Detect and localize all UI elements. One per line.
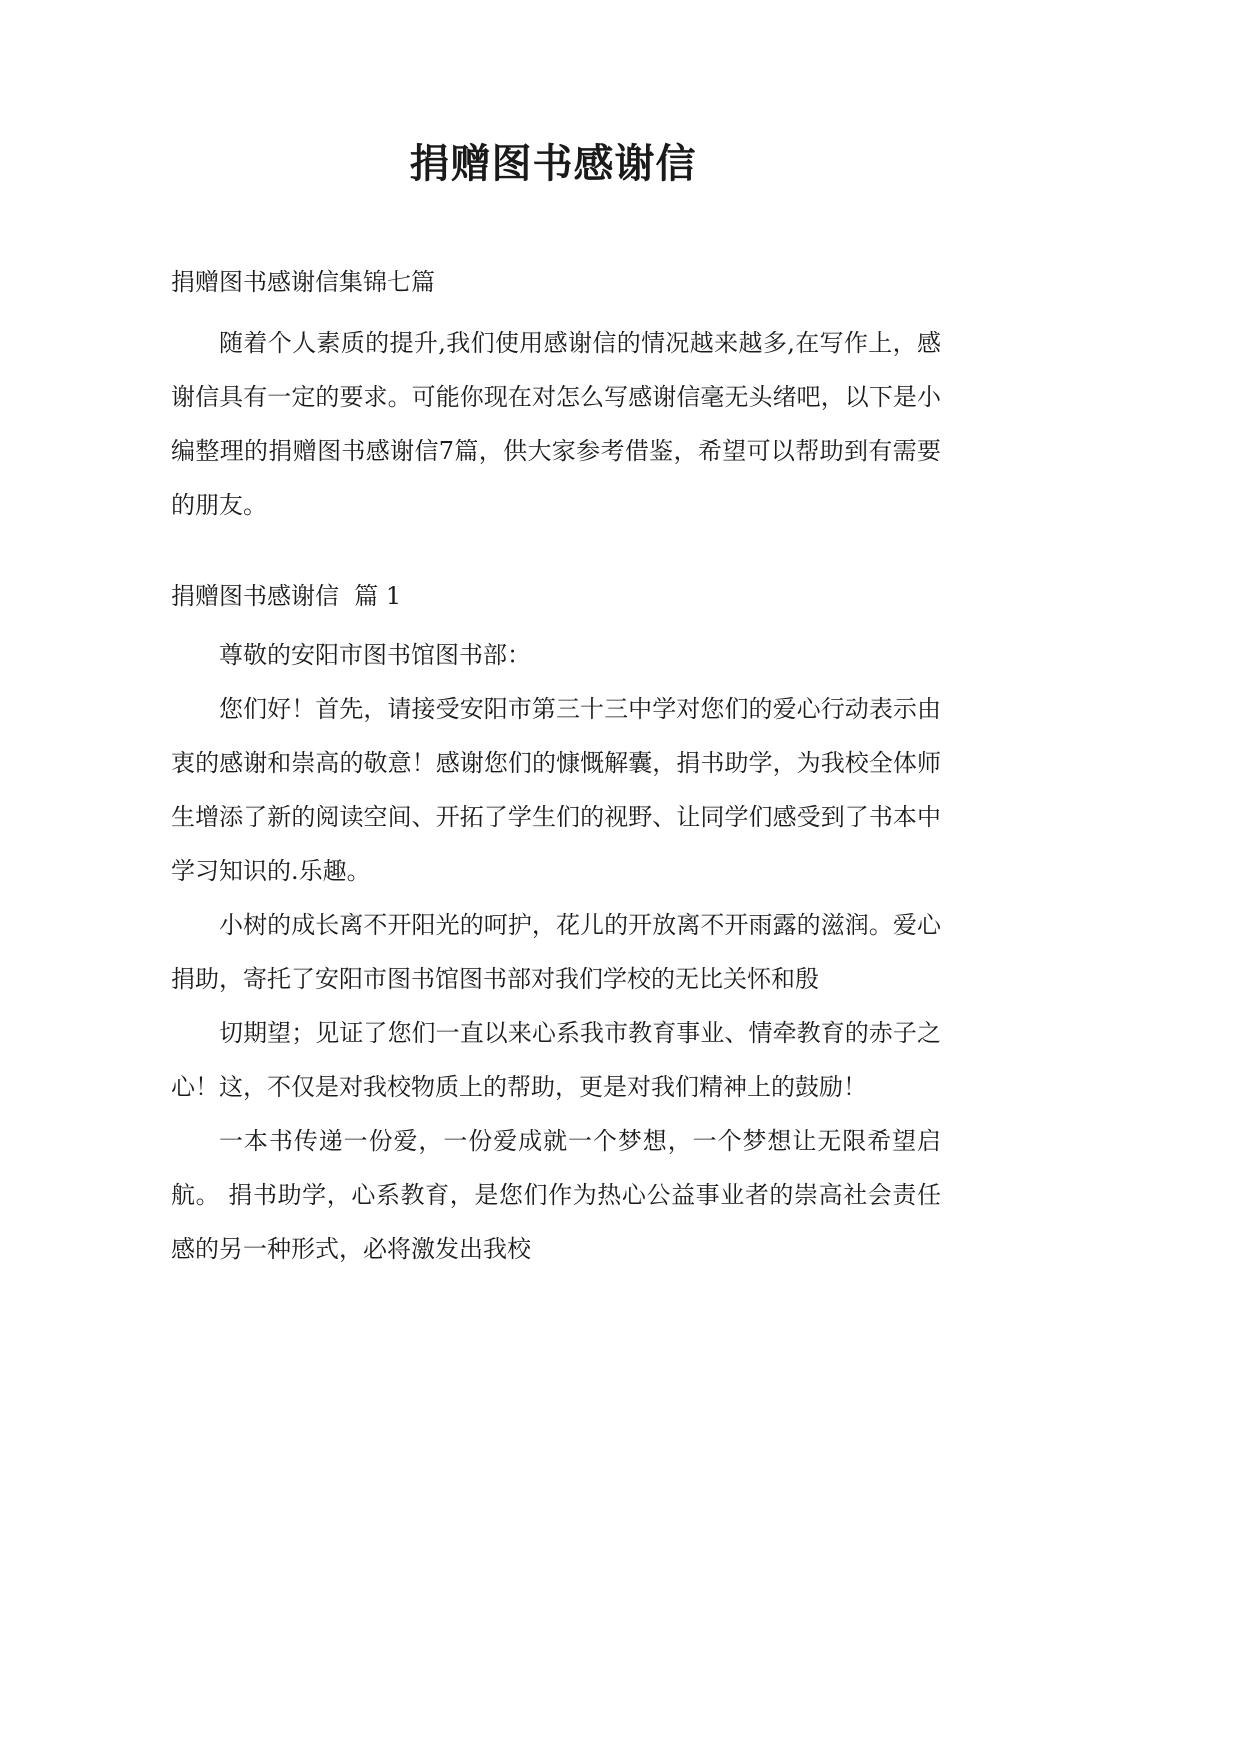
body-paragraph: 您们好！首先，请接受安阳市第三十三中学对您们的爱心行动表示由衷的感谢和崇高的敬意！感谢您们的慷慨解囊，捐书助学，为我校全体师生增添了新的阅读空间、开拓了学生们的视野、让同学们感受到了书本中学习知识的.乐趣。 [171,695,941,885]
intro-paragraph: 随着个人素质的提升,我们使用感谢信的情况越来越多,在写作上，感谢信具有一定的要求。可能你现在对怎么写感谢信毫无头绪吧，以下是小编整理的捐赠图书感谢信7篇，供大家参考借鉴，希望可以帮助到有需要的朋友。 [171,329,941,519]
document-title: 捐赠图书感谢信 [409,141,697,187]
collection-subtitle: 捐赠图书感谢信集锦七篇 [171,268,435,296]
body-paragraph: 一本书传递一份爱，一份爱成就一个梦想，一个梦想让无限希望启航。 捐书助学，心系教育，是您们作为热心公益事业者的崇高社会责任感的另一种形式，必将激发出我校 [171,1127,941,1263]
section-heading: 捐赠图书感谢信 篇 1 [171,582,402,610]
salutation: 尊敬的安阳市图书馆图书部： [219,641,531,669]
intro-block [171,316,941,532]
body-paragraph: 小树的成长离不开阳光的呵护，花儿的开放离不开雨露的滋润。爱心捐助，寄托了安阳市图书馆图书部对我们学校的无比关怀和殷 [171,911,941,993]
body-paragraph: 切期望；见证了您们一直以来心系我市教育事业、情牵教育的赤子之心！这，不仅是对我校物质上的帮助，更是对我们精神上的鼓励！ [171,1019,941,1101]
letter-body [171,628,941,1276]
